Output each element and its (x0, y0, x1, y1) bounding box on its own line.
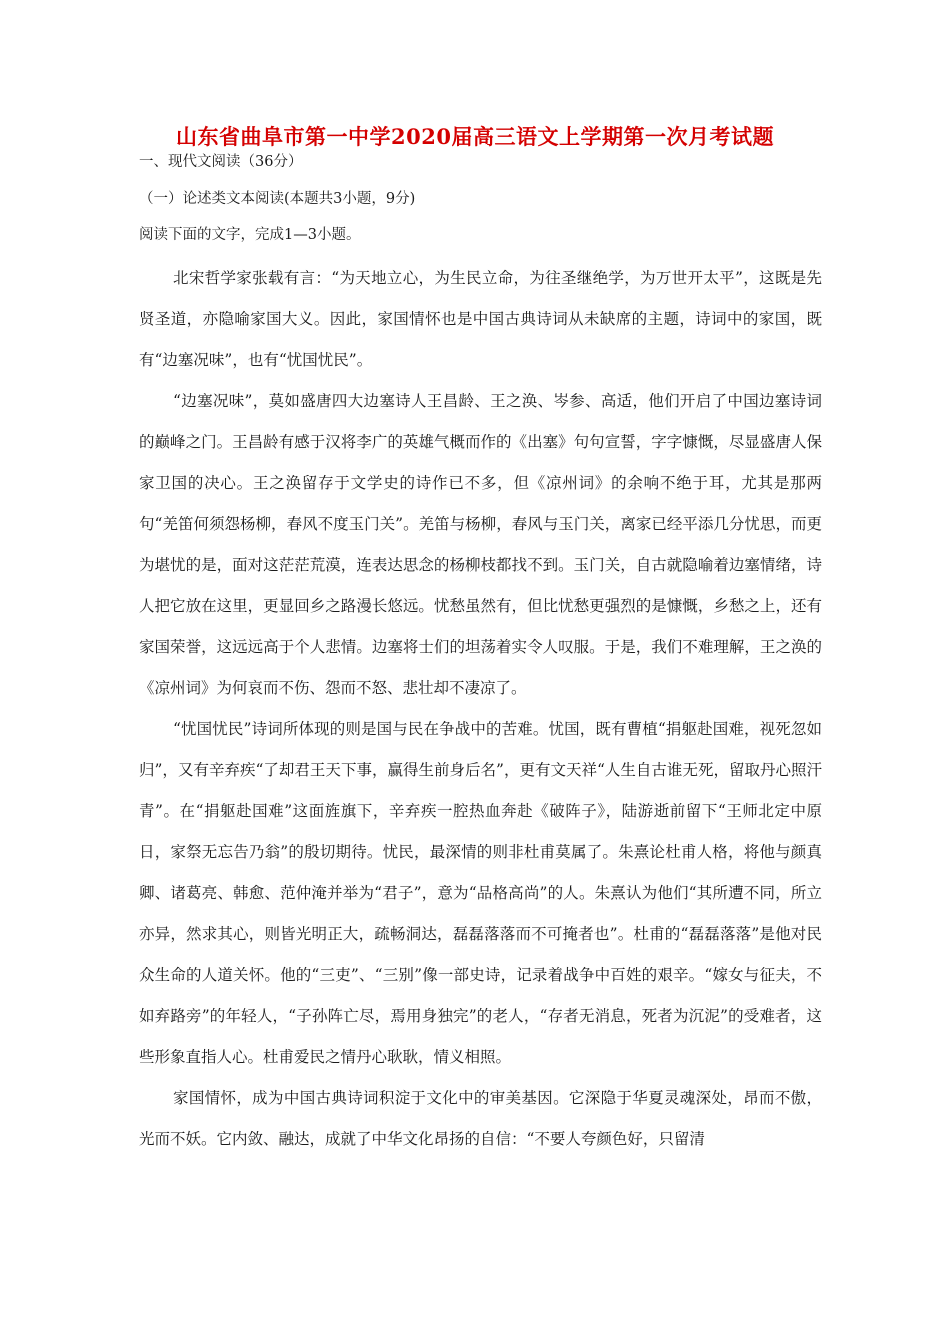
document-title: 山东省曲阜市第一中学2020届高三语文上学期第一次月考试题 (176, 124, 774, 149)
paragraph-3: “忧国忧民”诗词所体现的则是国与民在争战中的苦难。忧国，既有曹植“捐躯赴国难，视死忽如归”，又有辛弃疾“了却君王天下事，赢得生前身后名”，更有文天祥“人生自古谁无死，留取丹心照汗青”。在“捐躯赴国难”这面旌旗下，辛弃疾一腔热血奔赴《破阵子》，陆游逝前留下“王师北定中原日，家祭无忘告乃翁”的殷切期待。忧民，最深情的则非杜甫莫属了。朱熹论杜甫人格，将他与颜真卿、诸葛亮、韩愈、范仲淹并举为“君子”，意为“品格高尚”的人。朱熹认为他们“其所遭不同，所立亦异，然求其心，则皆光明正大，疏畅洞达，磊磊落落而不可掩者也”。杜甫的“磊磊落落”是他对民众生命的人道关怀。他的“三吏”、“三别”像一部史诗，记录着战争中百姓的艰辛。“嫁女与征夫，不如弃路旁”的年轻人，“子孙阵亡尽，焉用身独完”的老人，“存者无消息，死者为沉泥”的受难者，这些形象直指人心。杜甫爱民之情丹心耿耿，情义相照。 (139, 720, 822, 1066)
reading-instruction: 阅读下面的文字，完成1—3小题。 (139, 227, 361, 243)
paragraph-1: 北宋哲学家张载有言：“为天地立心，为生民立命，为往圣继绝学，为万世开太平”，这既是先贤圣道，亦隐喻家国大义。因此，家国情怀也是中国古典诗词从未缺席的主题，诗词中的家国，既有“边塞况味”，也有“忧国忧民”。 (139, 269, 822, 369)
paragraph-2: “边塞况味”，莫如盛唐四大边塞诗人王昌龄、王之涣、岑参、高适，他们开启了中国边塞诗词的巅峰之门。王昌龄有感于汉将李广的英雄气概而作的《出塞》句句宣誓，字字慷慨，尽显盛唐人保家卫国的决心。王之涣留存于文学史的诗作已不多，但《凉州词》的余响不绝于耳，尤其是那两句“羌笛何须怨杨柳，春风不度玉门关”。羌笛与杨柳，春风与玉门关，离家已经平添几分忧思，而更为堪忧的是，面对这茫茫荒漠，连表达思念的杨柳枝都找不到。玉门关，自古就隐喻着边塞情绪，诗人把它放在这里，更显回乡之路漫长悠远。忧愁虽然有，但比忧愁更强烈的是慷慨，乡愁之上，还有家国荣誉，这远远高于个人悲情。边塞将士们的坦荡着实令人叹服。于是，我们不难理解，王之涣的《凉州词》为何哀而不伤、怨而不怒、悲壮却不凄凉了。 (139, 392, 822, 697)
subsection-heading: （一）论述类文本阅读(本题共3小题，9分) (139, 191, 416, 207)
section-heading: 一、现代文阅读（36分） (139, 154, 303, 170)
paragraph-4: 家国情怀，成为中国古典诗词积淀于文化中的审美基因。它深隐于华夏灵魂深处，昂而不傲，光而不妖。它内敛、融达，成就了中华文化昂扬的自信：“不要人夸颜色好，只留清 (139, 1089, 822, 1148)
passage-body (139, 258, 822, 1160)
